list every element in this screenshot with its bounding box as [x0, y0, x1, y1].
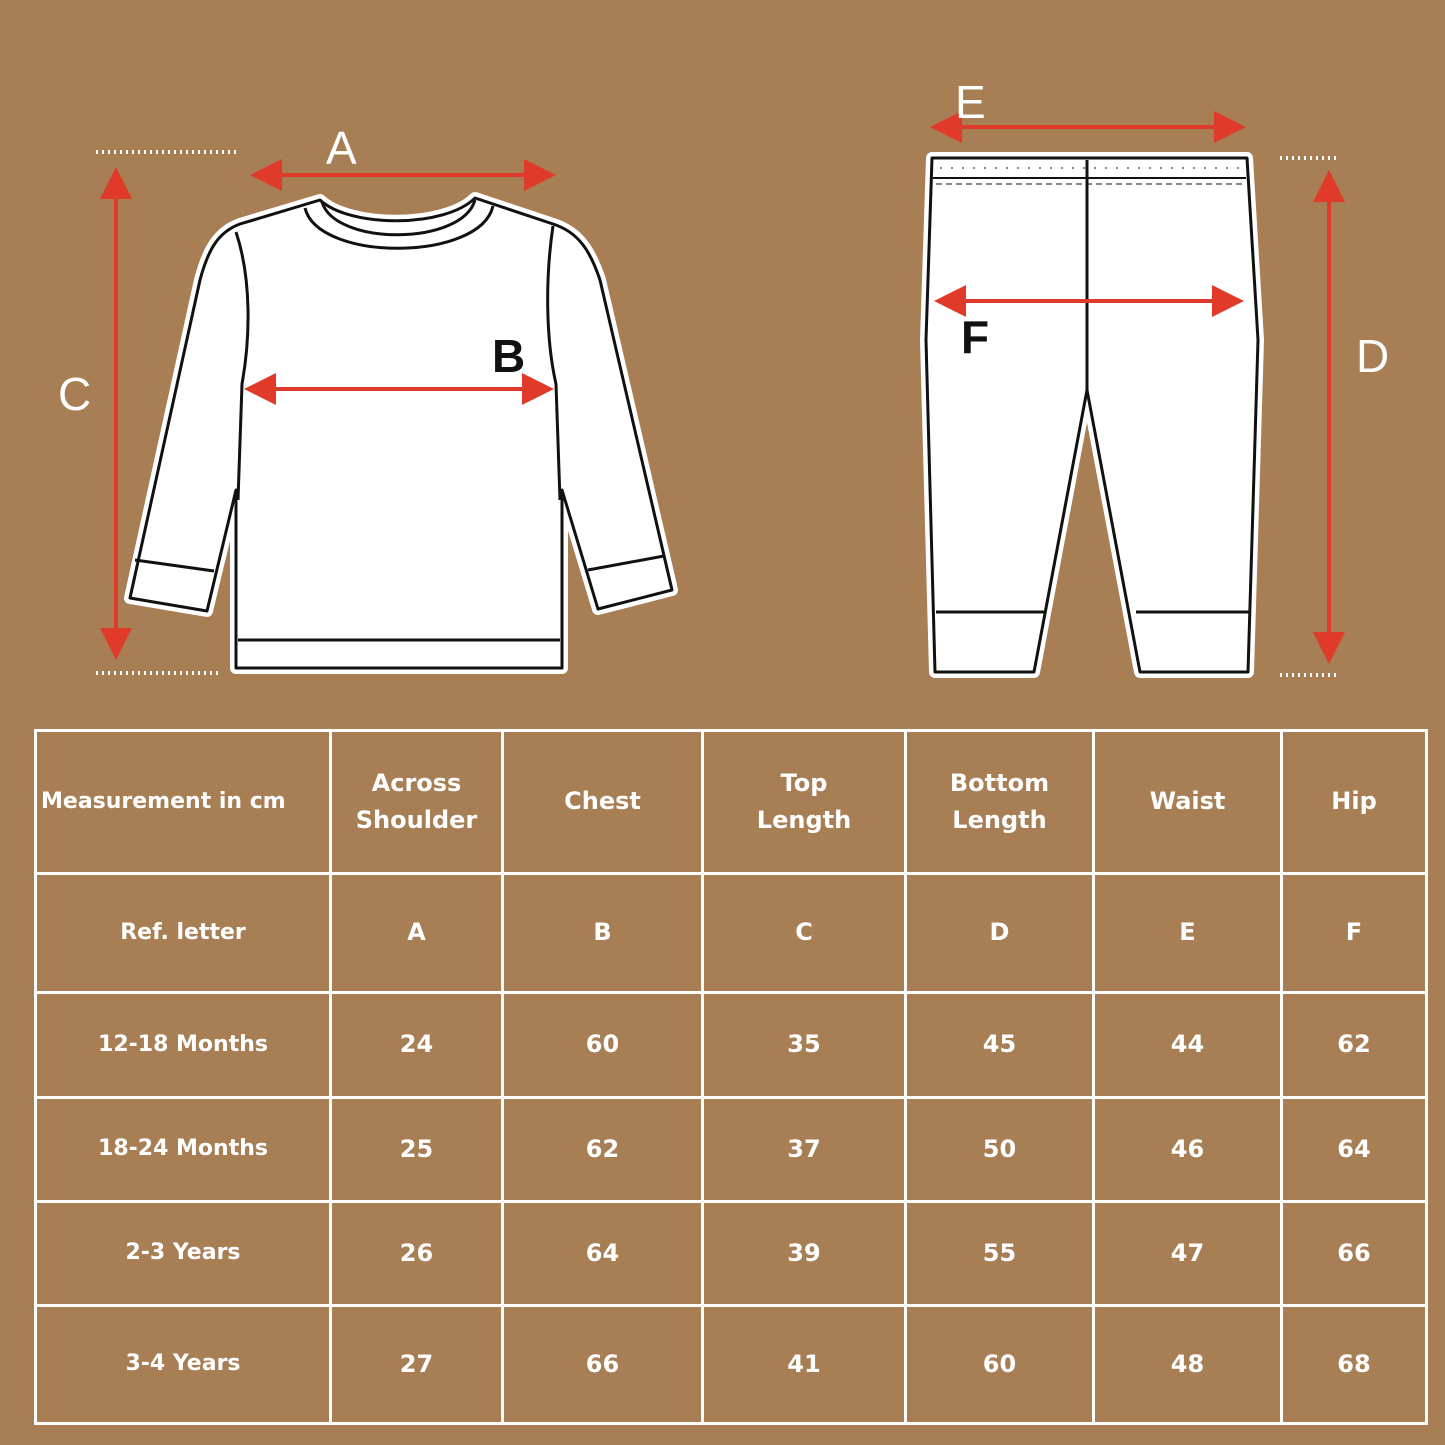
pants-illustration	[926, 158, 1258, 672]
letter-a: A	[326, 122, 357, 174]
table-cell: 47	[1094, 1202, 1282, 1306]
table-cell: D	[906, 874, 1094, 993]
header-top-length: Top Length	[703, 731, 906, 874]
table-cell: 60	[503, 993, 703, 1098]
table-cell: 64	[1282, 1098, 1427, 1202]
table-cell: 37	[703, 1098, 906, 1202]
table-cell: F	[1282, 874, 1427, 993]
row-label: Ref. letter	[36, 874, 331, 993]
table-cell: C	[703, 874, 906, 993]
table-row	[36, 1098, 1427, 1202]
table-cell: 46	[1094, 1098, 1282, 1202]
row-label: 3-4 Years	[36, 1306, 331, 1424]
table-row	[36, 1306, 1427, 1424]
tshirt-illustration	[130, 198, 672, 668]
table-row-ref	[36, 874, 1427, 993]
table-cell: 68	[1282, 1306, 1427, 1424]
table-cell: 35	[703, 993, 906, 1098]
table-row	[36, 1202, 1427, 1306]
table-cell: 45	[906, 993, 1094, 1098]
size-diagram	[0, 0, 1445, 720]
header-waist: Waist	[1094, 731, 1282, 874]
letter-f: F	[961, 311, 990, 363]
table-cell: B	[503, 874, 703, 993]
header-chest: Chest	[503, 731, 703, 874]
letter-c: C	[58, 368, 92, 420]
table-cell: 48	[1094, 1306, 1282, 1424]
table-header-row	[36, 731, 1427, 874]
table-cell: 39	[703, 1202, 906, 1306]
table-cell: A	[331, 874, 503, 993]
row-label: 12-18 Months	[36, 993, 331, 1098]
letter-e: E	[955, 76, 986, 128]
table-cell: 44	[1094, 993, 1282, 1098]
table-cell: 62	[1282, 993, 1427, 1098]
header-label: Measurement in cm	[36, 731, 331, 874]
table-row	[36, 993, 1427, 1098]
table-cell: 27	[331, 1306, 503, 1424]
row-label: 2-3 Years	[36, 1202, 331, 1306]
table-cell: E	[1094, 874, 1282, 993]
table-cell: 26	[331, 1202, 503, 1306]
table-cell: 50	[906, 1098, 1094, 1202]
table-cell: 66	[503, 1306, 703, 1424]
table-cell: 25	[331, 1098, 503, 1202]
table-cell: 41	[703, 1306, 906, 1424]
letter-b: B	[492, 330, 526, 382]
table-cell: 60	[906, 1306, 1094, 1424]
table-cell: 62	[503, 1098, 703, 1202]
row-label: 18-24 Months	[36, 1098, 331, 1202]
letter-d: D	[1356, 330, 1390, 382]
header-across-shoulder: Across Shoulder	[331, 731, 503, 874]
header-hip: Hip	[1282, 731, 1427, 874]
table-cell: 24	[331, 993, 503, 1098]
header-bottom-length: Bottom Length	[906, 731, 1094, 874]
table-cell: 55	[906, 1202, 1094, 1306]
size-chart-table	[34, 729, 1428, 1425]
table-cell: 66	[1282, 1202, 1427, 1306]
table-cell: 64	[503, 1202, 703, 1306]
